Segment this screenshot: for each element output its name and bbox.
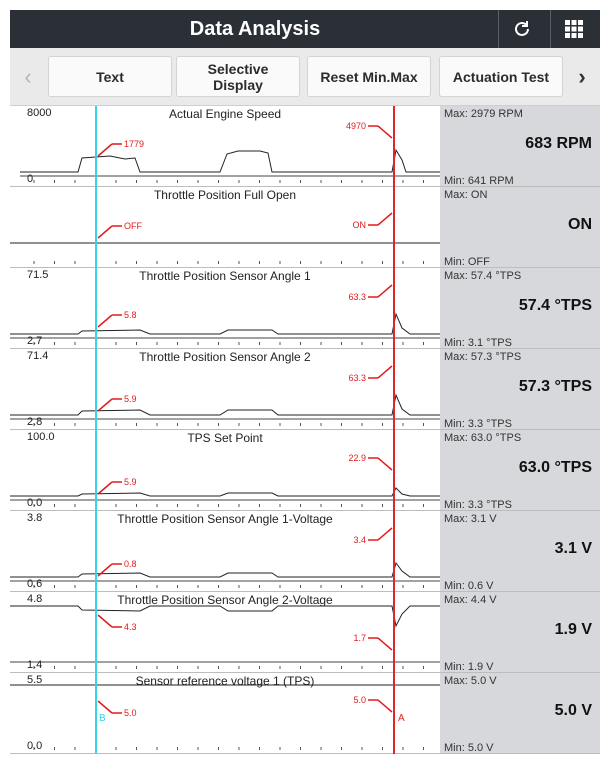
row-title: Throttle Position Sensor Angle 1-Voltage bbox=[117, 512, 333, 526]
y-min-label: 1.4 bbox=[27, 659, 43, 671]
y-min-label: 0 bbox=[27, 173, 34, 185]
prev-button[interactable] bbox=[14, 56, 42, 97]
grid-button[interactable] bbox=[550, 10, 597, 48]
y-min-label: 2.7 bbox=[27, 335, 43, 347]
cursor-a-value: 4970 bbox=[345, 121, 366, 131]
max-value: Max: 57.4 °TPS bbox=[444, 270, 522, 282]
selective-display-button[interactable]: Selective Display bbox=[176, 56, 300, 97]
min-value: Min: 3.3 °TPS bbox=[444, 418, 512, 430]
text-button[interactable]: Text bbox=[48, 56, 172, 97]
row-tps-set-point[interactable] bbox=[10, 430, 600, 511]
y-max-label: 3.8 bbox=[27, 512, 43, 524]
reset-min-max-button[interactable]: Reset Min.Max bbox=[307, 56, 431, 97]
trace-line bbox=[10, 606, 440, 626]
trace-line bbox=[20, 150, 440, 172]
stat-panel bbox=[440, 268, 600, 348]
next-button[interactable] bbox=[568, 56, 596, 97]
cursor-a-value: ON bbox=[352, 220, 366, 230]
y-max-label: 8000 bbox=[27, 107, 52, 119]
graph-tps-angle-1 bbox=[10, 268, 440, 348]
cursor-a-value: 1.7 bbox=[353, 633, 366, 643]
row-engine-speed[interactable] bbox=[10, 106, 600, 187]
graph-tps-angle-2-voltage bbox=[10, 592, 440, 672]
y-min-label: 2.8 bbox=[27, 416, 43, 428]
current-value: 3.1 V bbox=[554, 540, 592, 557]
max-value: Max: 3.1 V bbox=[444, 513, 497, 525]
current-value: 57.4 °TPS bbox=[518, 297, 592, 314]
chart-list bbox=[10, 106, 600, 754]
trace-line bbox=[10, 395, 440, 415]
graph-tps-angle-2 bbox=[10, 349, 440, 429]
cursor-a-value: 22.9 bbox=[348, 453, 366, 463]
y-min-label: 0.0 bbox=[27, 497, 43, 509]
row-title: Throttle Position Sensor Angle 1 bbox=[139, 269, 311, 283]
row-throttle-full-open[interactable] bbox=[10, 187, 600, 268]
min-value: Min: 3.3 °TPS bbox=[444, 499, 512, 511]
min-value: Min: 5.0 V bbox=[444, 742, 494, 754]
row-title: Throttle Position Sensor Angle 2-Voltage bbox=[117, 593, 333, 607]
min-value: Min: 0.6 V bbox=[444, 580, 494, 592]
stat-panel bbox=[440, 592, 600, 672]
current-value: 57.3 °TPS bbox=[518, 378, 592, 395]
graph-tps-set-point bbox=[10, 430, 440, 510]
trace-line bbox=[10, 488, 440, 496]
row-tps-angle-2[interactable] bbox=[10, 349, 600, 430]
row-title: TPS Set Point bbox=[187, 431, 263, 445]
graph-sensor-ref-voltage bbox=[10, 673, 440, 753]
chevron-right-icon: › bbox=[578, 63, 586, 89]
cursor-a-value: 5.0 bbox=[353, 695, 366, 705]
max-value: Max: ON bbox=[444, 189, 488, 201]
cursor-b-value: 1779 bbox=[124, 139, 145, 149]
graph-throttle-full-open bbox=[10, 187, 440, 267]
y-max-label: 100.0 bbox=[27, 431, 55, 443]
refresh-icon bbox=[511, 18, 533, 40]
actuation-test-button[interactable]: Actuation Test bbox=[439, 56, 563, 97]
current-value: 5.0 V bbox=[554, 702, 592, 719]
current-value: ON bbox=[568, 216, 592, 233]
cursor-b-label: B bbox=[99, 713, 106, 724]
cursor-a-value: 3.4 bbox=[353, 535, 366, 545]
cursor-b-value: 5.9 bbox=[124, 394, 137, 404]
title-bar bbox=[10, 10, 600, 48]
cursor-b-value: OFF bbox=[124, 221, 142, 231]
stat-panel bbox=[440, 430, 600, 510]
cursor-b-value: 4.3 bbox=[124, 622, 137, 632]
graph-tps-angle-1-voltage bbox=[10, 511, 440, 591]
cursor-a-label: A bbox=[398, 713, 405, 724]
page-title: Data Analysis bbox=[189, 18, 321, 40]
current-value: 1.9 V bbox=[554, 621, 592, 638]
y-max-label: 5.5 bbox=[27, 674, 43, 686]
max-value: Max: 2979 RPM bbox=[444, 108, 523, 120]
min-value: Min: 641 RPM bbox=[444, 175, 514, 187]
cursor-b-value: 5.0 bbox=[124, 708, 137, 718]
max-value: Max: 5.0 V bbox=[444, 675, 497, 687]
max-value: Max: 4.4 V bbox=[444, 594, 497, 606]
stat-panel bbox=[440, 349, 600, 429]
trace-line bbox=[10, 314, 440, 334]
cursor-a-value: 63.3 bbox=[348, 292, 366, 302]
y-min-label: 0.6 bbox=[27, 578, 43, 590]
row-sensor-ref-voltage[interactable] bbox=[10, 673, 600, 754]
min-value: Min: 1.9 V bbox=[444, 661, 494, 673]
stat-panel bbox=[440, 673, 600, 753]
trace-line bbox=[10, 563, 440, 577]
y-max-label: 71.5 bbox=[27, 269, 49, 281]
stat-panel bbox=[440, 106, 600, 186]
cursor-a-value: 63.3 bbox=[348, 373, 366, 383]
row-title: Throttle Position Full Open bbox=[153, 188, 297, 202]
stat-panel bbox=[440, 187, 600, 267]
current-value: 683 RPM bbox=[525, 135, 592, 152]
row-tps-angle-2-voltage[interactable] bbox=[10, 592, 600, 673]
max-value: Max: 63.0 °TPS bbox=[444, 432, 522, 444]
row-title: Sensor reference voltage 1 (TPS) bbox=[135, 674, 315, 688]
cursor-b-value: 0.8 bbox=[124, 559, 137, 569]
y-min-label: 0.0 bbox=[27, 740, 43, 752]
row-title: Actual Engine Speed bbox=[168, 107, 282, 121]
grid-icon bbox=[564, 19, 584, 39]
row-title: Throttle Position Sensor Angle 2 bbox=[139, 350, 311, 364]
max-value: Max: 57.3 °TPS bbox=[444, 351, 522, 363]
graph-engine-speed bbox=[10, 106, 440, 186]
min-value: Min: 3.1 °TPS bbox=[444, 337, 512, 349]
stat-panel bbox=[440, 511, 600, 591]
chevron-left-icon: ‹ bbox=[24, 63, 32, 89]
row-tps-angle-1[interactable] bbox=[10, 268, 600, 349]
cursor-b-value: 5.8 bbox=[124, 310, 137, 320]
row-tps-angle-1-voltage[interactable] bbox=[10, 511, 600, 592]
toolbar bbox=[10, 48, 600, 106]
y-max-label: 71.4 bbox=[27, 350, 49, 362]
current-value: 63.0 °TPS bbox=[518, 459, 592, 476]
refresh-button[interactable] bbox=[498, 10, 545, 48]
y-max-label: 4.8 bbox=[27, 593, 43, 605]
min-value: Min: OFF bbox=[444, 256, 490, 268]
cursor-b-value: 5.9 bbox=[124, 477, 137, 487]
